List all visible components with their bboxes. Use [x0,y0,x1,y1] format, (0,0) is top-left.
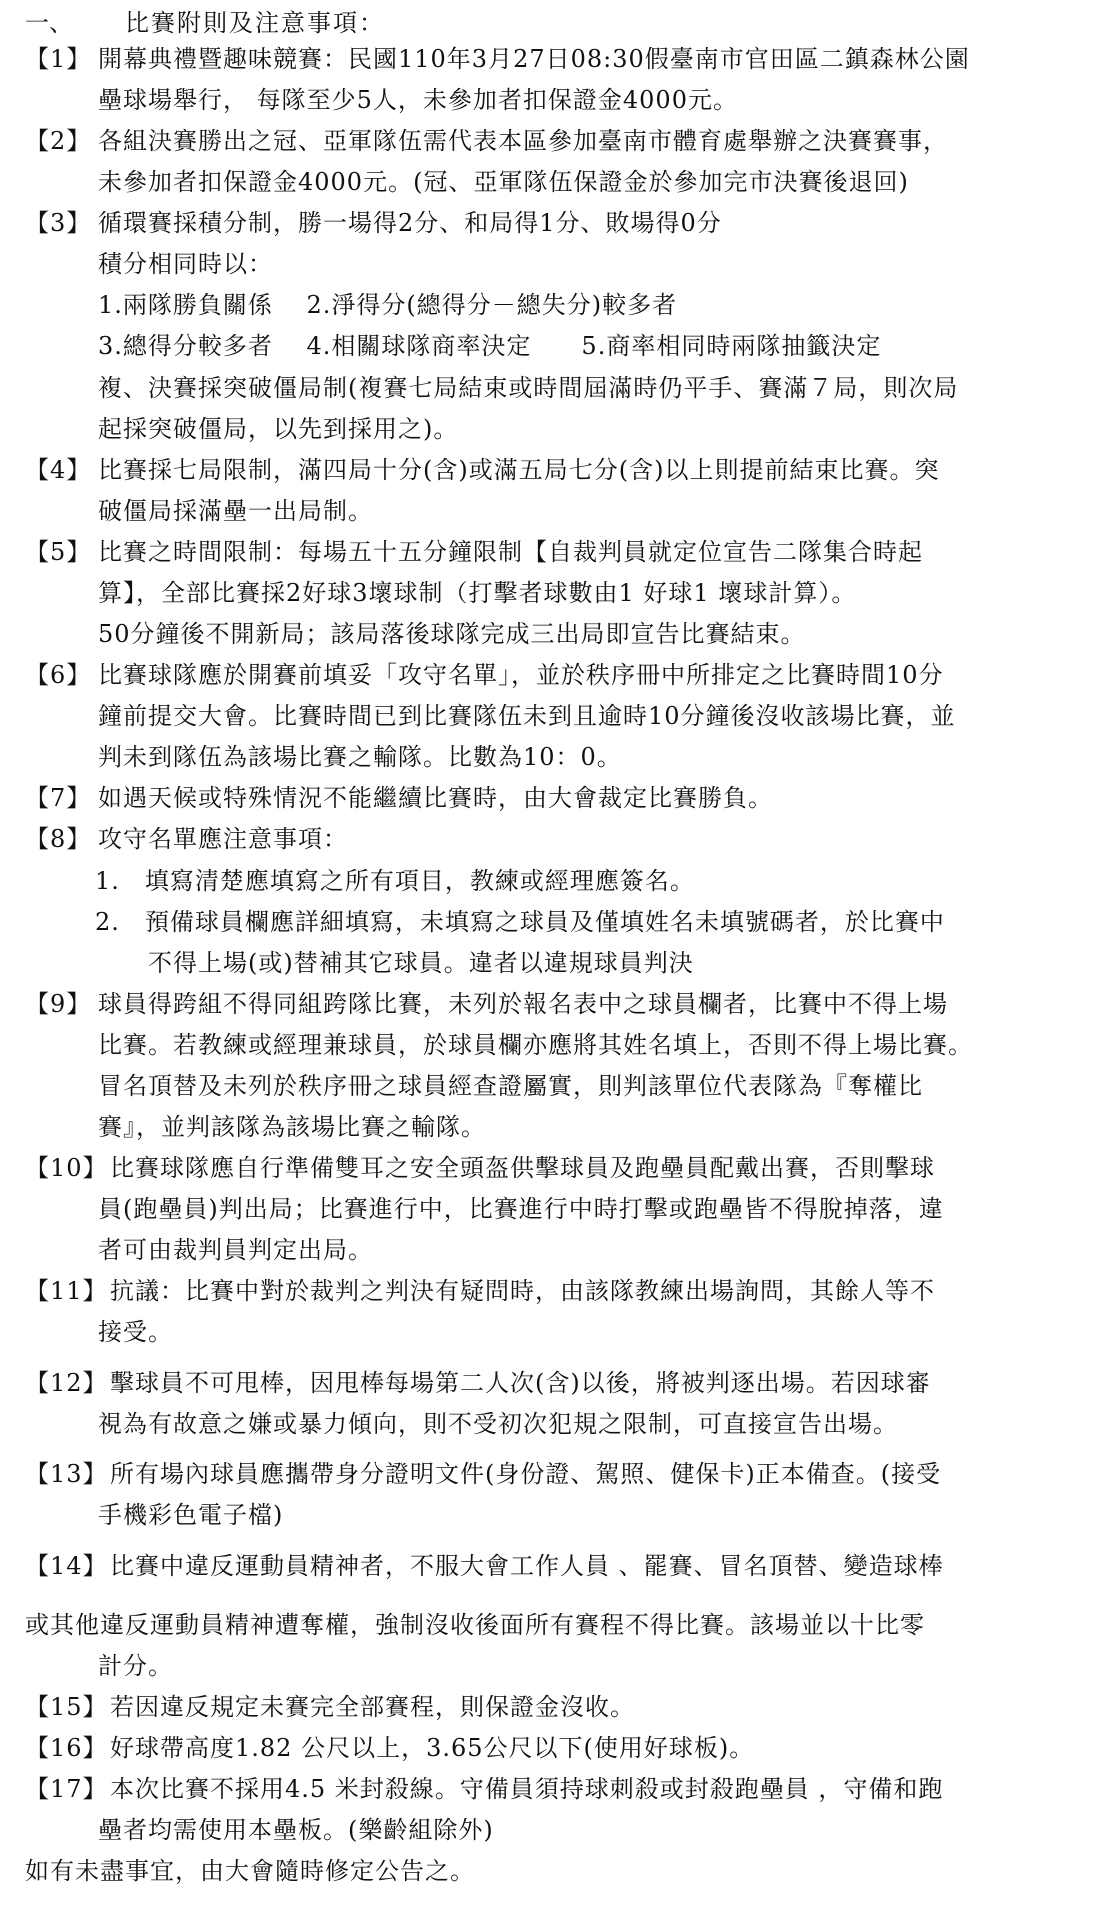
rule-text: 好球帶高度1.82 公尺以上，3.65公尺以下(使用好球板)。 [110,1734,755,1762]
rule-text: 1.兩隊勝負關係 2.淨得分(總得分－總失分)較多者 [98,291,678,319]
rule-number: 【6】 [25,661,92,689]
rule-number: 【14】 [25,1552,108,1580]
rule-number: 【5】 [25,538,92,566]
rule-text: 視為有故意之嫌或暴力傾向，則不受初次犯規之限制，可直接宣告出場。 [98,1410,898,1438]
rule-text: 破僵局採滿壘一出局制。 [98,497,373,525]
rule-text: 壘球場舉行， 每隊至少5人，未參加者扣保證金4000元。 [98,86,738,114]
closing-note: 如有未盡事宜，由大會隨時修定公告之。 [25,1857,475,1885]
rule-text: 如遇天候或特殊情況不能繼續比賽時，由大會裁定比賽勝負。 [98,784,773,812]
rule-text: 壘者均需使用本壘板。(樂齡組除外) [98,1816,494,1844]
rule-number: 【15】 [25,1693,108,1721]
rule-text: 若因違反規定未賽完全部賽程，則保證金沒收。 [110,1693,635,1721]
rule-text: 不得上場(或)替補其它球員。違者以違規球員判決 [148,949,694,977]
rule-text: 擊球員不可甩棒，因甩棒每場第二人次(含)以後，將被判逐出場。若因球審 [110,1369,931,1397]
rule-text: 各組決賽勝出之冠、亞軍隊伍需代表本區參加臺南市體育處舉辦之決賽賽事， [98,127,948,155]
rule-number: 【11】 [25,1277,108,1305]
rule-text: 比賽。若教練或經理兼球員，於球員欄亦應將其姓名填上，否則不得上場比賽。 [98,1031,973,1059]
rule-text: 積分相同時以： [98,250,273,278]
rule-text: 比賽之時間限制：每場五十五分鐘限制【自裁判員就定位宣告二隊集合時起 [98,538,923,566]
rule-number: 【13】 [25,1460,108,1488]
rule-text: 50分鐘後不開新局；該局落後球隊完成三出局即宣告比賽結束。 [98,620,806,648]
rule-text: 複、決賽採突破僵局制(複賽七局結束或時間屆滿時仍平手、賽滿７局，則次局 [98,374,959,402]
rule-number: 【1】 [25,45,92,73]
rule-text: 或其他違反運動員精神遭奪權，強制沒收後面所有賽程不得比賽。該場並以十比零 [25,1611,925,1639]
rule-text: 球員得跨組不得同組跨隊比賽，未列於報名表中之球員欄者，比賽中不得上場 [98,990,948,1018]
rule-number: 【7】 [25,784,92,812]
rule-text: 1. 填寫清楚應填寫之所有項目，教練或經理應簽名。 [95,867,695,895]
rule-text: 未參加者扣保證金4000元。(冠、亞軍隊伍保證金於參加完市決賽後退回) [98,168,909,196]
rule-text: 員(跑壘員)判出局；比賽進行中，比賽進行中時打擊或跑壘皆不得脫掉落，違 [98,1195,944,1223]
rule-text: 比賽球隊應自行準備雙耳之安全頭盔供擊球員及跑壘員配戴出賽，否則擊球 [110,1154,935,1182]
rule-text: 鐘前提交大會。比賽時間已到比賽隊伍未到且逾時10分鐘後沒收該場比賽，並 [98,702,956,730]
rule-text: 起採突破僵局，以先到採用之)。 [98,415,459,443]
rule-number: 【4】 [25,456,92,484]
rule-text: 循環賽採積分制，勝一場得2分、和局得1分、敗場得0分 [98,209,722,237]
rule-text: 比賽球隊應於開賽前填妥「攻守名單」，並於秩序冊中所排定之比賽時間10分 [98,661,944,689]
rule-number: 【12】 [25,1369,108,1397]
rule-text: 算】，全部比賽採2好球3壞球制（打擊者球數由1 好球1 壞球計算）。 [98,579,857,607]
rule-text: 判未到隊伍為該場比賽之輸隊。比數為10：0。 [98,743,622,771]
rule-text: 所有場內球員應攜帶身分證明文件(身份證、駕照、健保卡)正本備查。(接受 [110,1460,942,1488]
rule-text: 開幕典禮暨趣味競賽：民國110年3月27日08:30假臺南市官田區二鎮森林公園 [98,45,970,73]
rule-number: 【10】 [25,1154,108,1182]
section-title: 比賽附則及注意事項： [125,9,385,37]
rule-text: 2. 預備球員欄應詳細填寫，未填寫之球員及僅填姓名未填號碼者，於比賽中 [95,908,945,936]
rule-text: 者可由裁判員判定出局。 [98,1236,373,1264]
rule-text: 抗議：比賽中對於裁判之判決有疑問時，由該隊教練出場詢問，其餘人等不 [110,1277,935,1305]
rule-number: 【8】 [25,825,92,853]
rule-text: 比賽採七局限制，滿四局十分(含)或滿五局七分(含)以上則提前結束比賽。突 [98,456,940,484]
rule-text: 賽』，並判該隊為該場比賽之輸隊。 [98,1113,486,1141]
rule-text: 手機彩色電子檔) [98,1501,284,1529]
rule-text: 本次比賽不採用4.5 米封殺線。守備員須持球刺殺或封殺跑壘員 ，守備和跑 [110,1775,944,1803]
rule-text: 攻守名單應注意事項： [98,825,348,853]
section-number: 一、 [25,9,73,37]
rule-number: 【16】 [25,1734,108,1762]
rule-text: 冒名頂替及未列於秩序冊之球員經查證屬實，則判該單位代表隊為『奪權比 [98,1072,923,1100]
rule-text: 計分。 [98,1652,173,1680]
rule-text: 接受。 [98,1318,173,1346]
rule-text: 3.總得分較多者 4.相關球隊商率決定 5.商率相同時兩隊抽籤決定 [98,332,882,360]
rule-number: 【9】 [25,990,92,1018]
rule-number: 【2】 [25,127,92,155]
rule-number: 【3】 [25,209,92,237]
rule-number: 【17】 [25,1775,108,1803]
rule-text: 比賽中違反運動員精神者，不服大會工作人員 、罷賽、冒名頂替、變造球棒 [110,1552,944,1580]
